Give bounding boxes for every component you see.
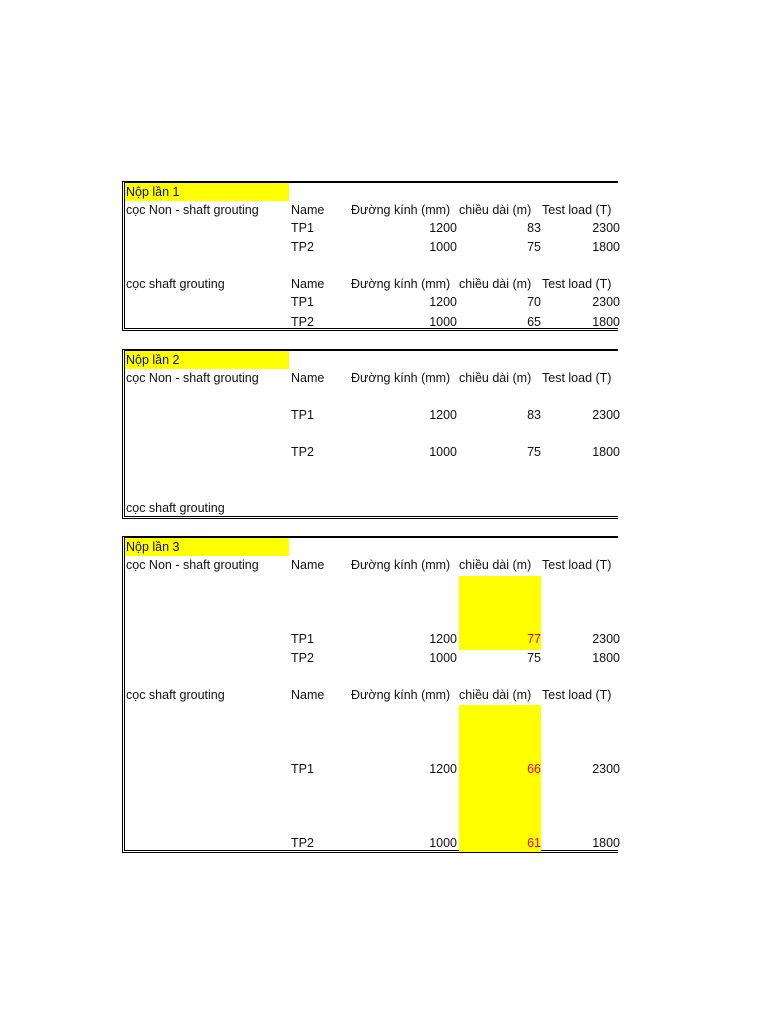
row-diameter[interactable]: 1200 (429, 632, 457, 646)
submission-title[interactable]: Nộp lần 2 (125, 351, 289, 369)
row-length[interactable]: 83 (527, 221, 541, 235)
header-load[interactable]: Test load (T) (542, 277, 612, 291)
header-name[interactable]: Name (291, 558, 325, 572)
header-diameter[interactable]: Đường kính (mm) (351, 558, 451, 572)
header-diameter[interactable]: Đường kính (mm) (351, 688, 451, 702)
header-name[interactable]: Name (291, 277, 325, 291)
submission-block-2 (122, 349, 618, 519)
header-load[interactable]: Test load (T) (542, 558, 612, 572)
row-name[interactable]: TP2 (291, 445, 314, 459)
shaft-grouting-label[interactable]: cọc shaft grouting (126, 277, 225, 291)
row-load[interactable]: 1800 (592, 651, 620, 665)
changed-length-highlight (459, 705, 541, 852)
row-diameter[interactable]: 1000 (429, 240, 457, 254)
row-length[interactable]: 70 (527, 295, 541, 309)
header-length[interactable]: chiều dài (m) (459, 277, 532, 291)
row-length[interactable]: 75 (527, 240, 541, 254)
header-name[interactable]: Name (291, 371, 325, 385)
row-length[interactable]: 75 (527, 651, 541, 665)
row-load[interactable]: 1800 (592, 240, 620, 254)
header-diameter[interactable]: Đường kính (mm) (351, 277, 451, 291)
row-length[interactable]: 75 (527, 445, 541, 459)
row-load[interactable]: 1800 (592, 836, 620, 850)
row-diameter[interactable]: 1000 (429, 445, 457, 459)
row-load[interactable]: 2300 (592, 762, 620, 776)
submission-title[interactable]: Nộp lần 1 (125, 183, 289, 201)
row-load[interactable]: 1800 (592, 315, 620, 329)
row-length[interactable]: 83 (527, 408, 541, 422)
row-name[interactable]: TP2 (291, 240, 314, 254)
non-shaft-grouting-label[interactable]: cọc Non - shaft grouting (126, 558, 259, 572)
row-diameter[interactable]: 1200 (429, 762, 457, 776)
header-name[interactable]: Name (291, 203, 325, 217)
non-shaft-grouting-label[interactable]: cọc Non - shaft grouting (126, 371, 259, 385)
submission-title[interactable]: Nộp lần 3 (125, 538, 289, 556)
header-load[interactable]: Test load (T) (542, 203, 612, 217)
row-diameter[interactable]: 1200 (429, 408, 457, 422)
submission-block-1 (122, 181, 618, 331)
row-length-changed[interactable]: 66 (527, 762, 541, 776)
row-load[interactable]: 2300 (592, 632, 620, 646)
shaft-grouting-label[interactable]: cọc shaft grouting (126, 501, 225, 515)
row-length[interactable]: 65 (527, 315, 541, 329)
submission-block-3 (122, 536, 618, 853)
row-length-changed[interactable]: 77 (527, 632, 541, 646)
row-load[interactable]: 2300 (592, 408, 620, 422)
header-length[interactable]: chiều dài (m) (459, 203, 532, 217)
row-name[interactable]: TP2 (291, 836, 314, 850)
row-name[interactable]: TP1 (291, 762, 314, 776)
header-load[interactable]: Test load (T) (542, 688, 612, 702)
header-name[interactable]: Name (291, 688, 325, 702)
shaft-grouting-label[interactable]: cọc shaft grouting (126, 688, 225, 702)
row-name[interactable]: TP2 (291, 651, 314, 665)
header-length[interactable]: chiều dài (m) (459, 371, 532, 385)
row-load[interactable]: 2300 (592, 295, 620, 309)
row-name[interactable]: TP1 (291, 295, 314, 309)
header-diameter[interactable]: Đường kính (mm) (351, 371, 451, 385)
header-diameter[interactable]: Đường kính (mm) (351, 203, 451, 217)
row-diameter[interactable]: 1000 (429, 836, 457, 850)
row-diameter[interactable]: 1000 (429, 315, 457, 329)
row-name[interactable]: TP2 (291, 315, 314, 329)
row-diameter[interactable]: 1000 (429, 651, 457, 665)
row-name[interactable]: TP1 (291, 408, 314, 422)
row-diameter[interactable]: 1200 (429, 221, 457, 235)
row-length-changed[interactable]: 61 (527, 836, 541, 850)
header-length[interactable]: chiều dài (m) (459, 558, 532, 572)
row-load[interactable]: 2300 (592, 221, 620, 235)
row-name[interactable]: TP1 (291, 221, 314, 235)
row-diameter[interactable]: 1200 (429, 295, 457, 309)
header-length[interactable]: chiều dài (m) (459, 688, 532, 702)
header-load[interactable]: Test load (T) (542, 371, 612, 385)
non-shaft-grouting-label[interactable]: cọc Non - shaft grouting (126, 203, 259, 217)
row-load[interactable]: 1800 (592, 445, 620, 459)
row-name[interactable]: TP1 (291, 632, 314, 646)
